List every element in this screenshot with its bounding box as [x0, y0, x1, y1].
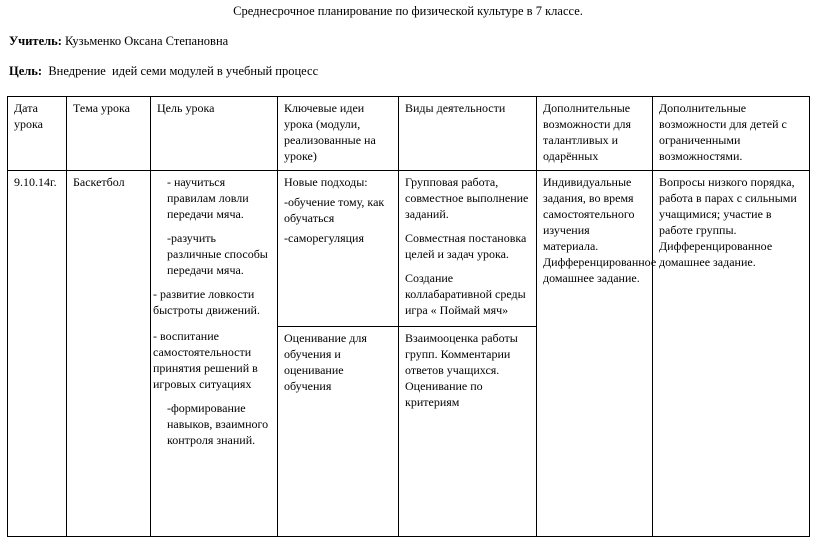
header-key-ideas: Ключевые идеи урока (модули, реализованные на уроке)	[278, 97, 399, 171]
cell-activities-top	[399, 171, 537, 327]
teacher-name: Кузьменко Оксана Степановна	[61, 34, 229, 48]
cell-topic: Баскетбол	[67, 171, 151, 537]
teacher-line	[9, 33, 228, 49]
cell-key-ideas-top	[278, 171, 399, 327]
goal-item: -разучить различные способы передачи мяча.	[167, 231, 268, 277]
cell-activities-bottom: Взаимооценка работы групп. Комментарии ответов учащихся. Оценивание по критериям	[399, 327, 537, 537]
cell-goals	[151, 171, 278, 537]
cell-date: 9.10.14г.	[8, 171, 67, 537]
header-date: Дата урока	[8, 97, 67, 171]
teacher-label: Учитель:	[9, 34, 62, 48]
activity-item: Совместная постановка целей и задач урока.	[405, 231, 527, 261]
header-limited: Дополнительные возможности для детей с ограниченными возможностями.	[653, 97, 810, 171]
header-topic: Тема урока	[67, 97, 151, 171]
document-title: Среднесрочное планирование по физической культуре в 7 классе.	[233, 4, 583, 18]
table-row	[8, 171, 810, 327]
cell-gifted: Индивидуальные задания, во время самостоятельного изучения материала. Дифференцированное домашнее задание.	[537, 171, 653, 537]
header-gifted: Дополнительные возможности для талантливых и одарённых	[537, 97, 653, 171]
header-activities: Виды деятельности	[399, 97, 537, 171]
goal-item: -формирование навыков, взаимного контроля знаний.	[167, 401, 269, 447]
goal-label: Цель:	[9, 64, 43, 78]
key-ideas-title: Новые подходы:	[284, 175, 368, 189]
key-idea-item: -саморегуляция	[284, 231, 364, 245]
table-header-row	[8, 97, 810, 171]
goal-item: - воспитание самостоятельности принятия решений в игровых ситуациях	[153, 329, 258, 391]
goal-item: - научиться правилам ловли передачи мяча.	[167, 175, 249, 221]
key-idea-item: -обучение тому, как обучаться	[284, 195, 385, 225]
goal-item: - развитие ловкости быстроты движений.	[153, 287, 260, 317]
activity-item: Создание коллабаративной среды игра « Поймай мяч»	[405, 271, 526, 317]
cell-limited: Вопросы низкого порядка, работа в парах с сильными учащимися; участие в работе группы. Дифференцированное домашнее задание.	[653, 171, 810, 537]
activity-item: Групповая работа, совместное выполнение заданий.	[405, 175, 529, 221]
goal-line	[9, 63, 318, 79]
cell-key-ideas-bottom: Оценивание для обучения и оценивание обучения	[278, 327, 399, 537]
planning-table	[7, 96, 810, 537]
goal-text: Внедрение идей семи модулей в учебный процесс	[42, 64, 319, 78]
header-goal: Цель урока	[151, 97, 278, 171]
